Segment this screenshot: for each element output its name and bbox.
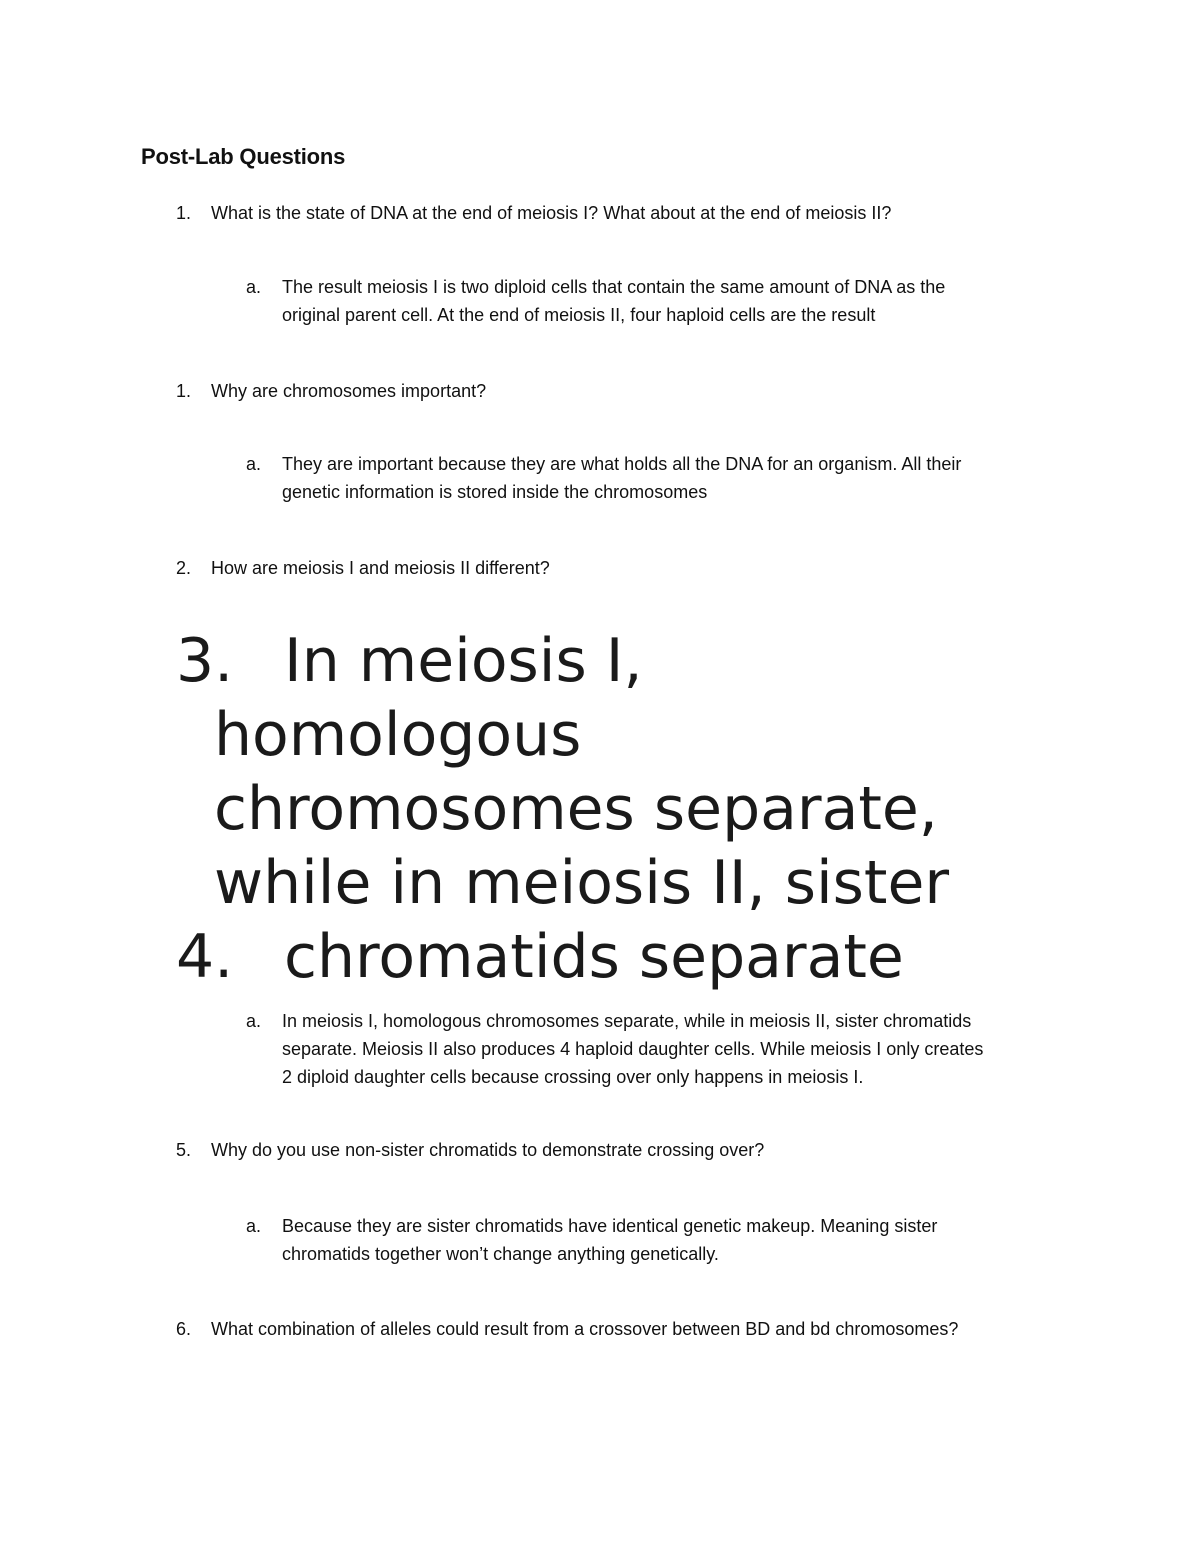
large-text-line: chromatids separate: [284, 922, 904, 992]
answer-line: separate. Meiosis II also produces 4 haploid daughter cells. While meiosis I only creates: [282, 1039, 984, 1059]
question-text: What is the state of DNA at the end of meiosis I? What about at the end of meiosis II?: [211, 203, 892, 223]
question-text: What combination of alleles could result from a crossover between BD and bd chromosomes?: [211, 1319, 959, 1339]
answer-line: The result meiosis I is two diploid cells that contain the same amount of DNA as the: [282, 277, 946, 297]
question-number: 6.: [176, 1319, 192, 1339]
large-text-line: while in meiosis II, sister: [214, 848, 950, 918]
large-text-line: homologous: [214, 700, 582, 770]
answer-text: [282, 450, 1062, 506]
question-number: 1.: [176, 203, 192, 223]
answer-line: In meiosis I, homologous chromosomes separate, while in meiosis II, sister chromatids: [282, 1011, 972, 1031]
question-number: 2.: [176, 558, 192, 578]
answer-marker: a.: [246, 1011, 262, 1031]
large-list-number: 3.: [176, 626, 234, 696]
question-number: 1.: [176, 381, 192, 401]
question-text: Why are chromosomes important?: [211, 381, 487, 401]
large-text-line: chromosomes separate,: [214, 774, 938, 844]
answer-marker: a.: [246, 277, 262, 297]
answer-line: genetic information is stored inside the chromosomes: [282, 482, 708, 502]
answer-text: [282, 1007, 1062, 1091]
large-text-line: In meiosis I,: [284, 626, 643, 696]
answer-line: 2 diploid daughter cells because crossing over only happens in meiosis I.: [282, 1067, 864, 1087]
answer-text: [282, 1212, 1062, 1268]
question-number: 5.: [176, 1140, 192, 1160]
answer-marker: a.: [246, 454, 262, 474]
answer-marker: a.: [246, 1216, 262, 1236]
answer-line: original parent cell. At the end of meiosis II, four haploid cells are the result: [282, 305, 876, 325]
large-list-number: 4.: [176, 922, 234, 992]
question-text: Why do you use non-sister chromatids to demonstrate crossing over?: [211, 1140, 765, 1160]
question-text: How are meiosis I and meiosis II different?: [211, 558, 550, 578]
page-title: Post-Lab Questions: [141, 144, 346, 169]
answer-line: They are important because they are what holds all the DNA for an organism. All their: [282, 454, 962, 474]
answer-line: chromatids together won’t change anything genetically.: [282, 1244, 719, 1264]
answer-line: Because they are sister chromatids have identical genetic makeup. Meaning sister: [282, 1216, 938, 1236]
answer-text: [282, 273, 1062, 329]
